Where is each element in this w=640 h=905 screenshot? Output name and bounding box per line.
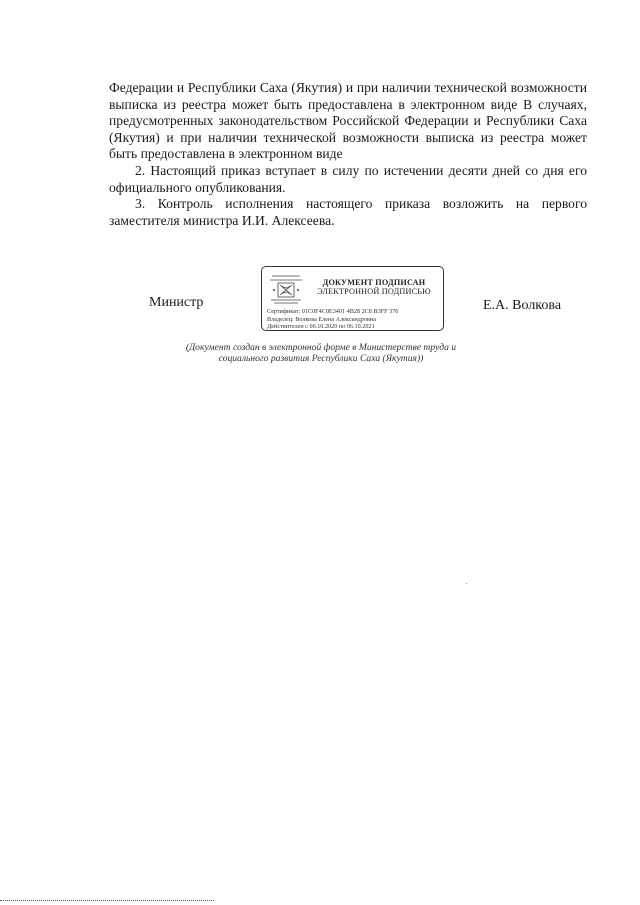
stamp-header-line-1: ДОКУМЕНТ ПОДПИСАН [322,278,426,287]
bottom-dotted-rule [0,900,214,901]
stamp-certificate: Сертификат: 01C0F4C0E3401 4B28 2C8 B3FF 376 [267,308,399,315]
stamp-owner: Владелец: Волкова Елена Александровна [267,315,376,323]
scan-speck [466,583,467,584]
stamp-header-line-2: ЭЛЕКТРОННОЙ ПОДПИСЬЮ [317,287,431,297]
signer-name: Е.А. Волкова [483,298,562,313]
signer-position: Министр [149,295,204,310]
creation-note [176,342,466,364]
paragraph-registry-extract: Федерации и Республики Саха (Якутия) и при наличии технической возможности выписка из реестра может быть предоставлена в электронном виде В случаях, предусмотренных законодательством Российской Федерации и Республики Саха (Якутия) и при наличии технической возможности выписка из реестра может быть предоставлена в электронном виде [109,80,587,162]
electronic-signature-stamp [261,266,444,331]
signature-block [0,0,640,360]
paragraph-effective-date: 2. Настоящий приказ вступает в силу по истечении десяти дней со дня его официального опубликования. [109,162,587,195]
emblem-icon [266,272,306,306]
paragraph-control-assignment: 3. Контроль исполнения настоящего приказа возложить на первого заместителя министра И.И. Алексеева. [109,196,587,228]
stamp-validity: Действителен с 06.10.2020 по 06.10.2021 [267,323,375,330]
creation-note-line-2: социального развития Республики Саха (Якутия)) [218,353,424,365]
stamp-header [306,278,442,296]
creation-note-line-1: (Документ создан в электронной форме в Министерстве труда и [185,342,457,353]
